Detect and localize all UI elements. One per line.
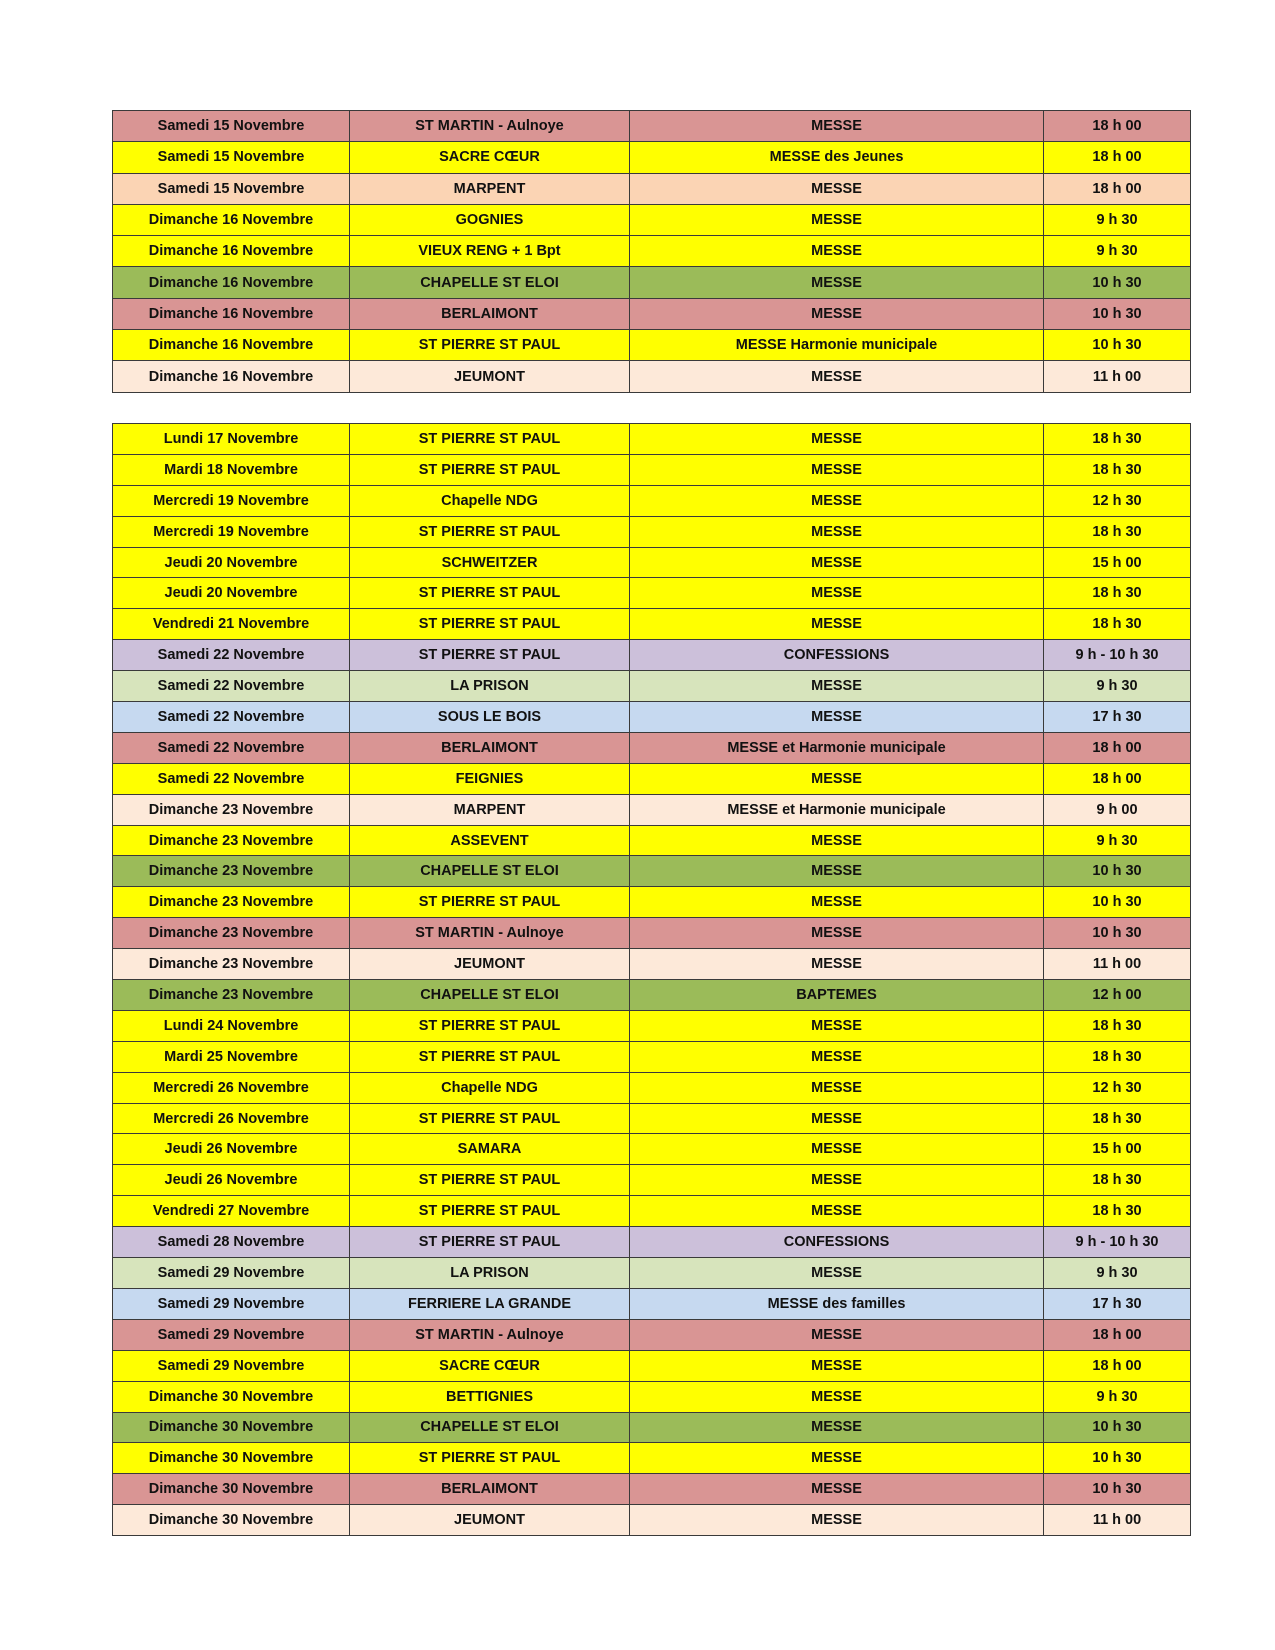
schedule-row <box>113 142 1191 173</box>
event-cell: MESSE <box>630 267 1044 298</box>
schedule-table-week-2 <box>112 423 1191 1536</box>
date-cell: Samedi 29 Novembre <box>113 1350 350 1381</box>
place-cell: BERLAIMONT <box>350 298 630 329</box>
place-cell: ST MARTIN - Aulnoye <box>350 1319 630 1350</box>
event-cell: MESSE Harmonie municipale <box>630 330 1044 361</box>
place-cell: ST PIERRE ST PAUL <box>350 1041 630 1072</box>
schedule-row <box>113 763 1191 794</box>
event-cell: MESSE <box>630 671 1044 702</box>
event-cell: MESSE <box>630 204 1044 235</box>
schedule-row <box>113 454 1191 485</box>
place-cell: BERLAIMONT <box>350 1474 630 1505</box>
place-cell: SACRE CŒUR <box>350 1350 630 1381</box>
place-cell: ST PIERRE ST PAUL <box>350 1443 630 1474</box>
place-cell: Chapelle NDG <box>350 485 630 516</box>
event-cell: MESSE <box>630 361 1044 392</box>
event-cell: MESSE <box>630 1258 1044 1289</box>
event-cell: MESSE <box>630 918 1044 949</box>
event-cell: MESSE <box>630 1412 1044 1443</box>
place-cell: ST PIERRE ST PAUL <box>350 1165 630 1196</box>
schedule-row <box>113 1196 1191 1227</box>
time-cell: 12 h 30 <box>1044 485 1191 516</box>
date-cell: Samedi 22 Novembre <box>113 763 350 794</box>
time-cell: 10 h 30 <box>1044 856 1191 887</box>
place-cell: VIEUX RENG + 1 Bpt <box>350 236 630 267</box>
schedule-row <box>113 1165 1191 1196</box>
schedule-row <box>113 1134 1191 1165</box>
schedule-row <box>113 609 1191 640</box>
date-cell: Jeudi 20 Novembre <box>113 547 350 578</box>
event-cell: MESSE <box>630 516 1044 547</box>
schedule-row <box>113 794 1191 825</box>
date-cell: Dimanche 23 Novembre <box>113 949 350 980</box>
event-cell: MESSE <box>630 1196 1044 1227</box>
event-cell: MESSE <box>630 173 1044 204</box>
event-cell: MESSE <box>630 1041 1044 1072</box>
time-cell: 18 h 00 <box>1044 1319 1191 1350</box>
event-cell: MESSE <box>630 1350 1044 1381</box>
place-cell: GOGNIES <box>350 204 630 235</box>
schedule-row <box>113 1258 1191 1289</box>
place-cell: SAMARA <box>350 1134 630 1165</box>
schedule-row <box>113 980 1191 1011</box>
time-cell: 18 h 00 <box>1044 173 1191 204</box>
event-cell: MESSE <box>630 1443 1044 1474</box>
event-cell: MESSE des familles <box>630 1288 1044 1319</box>
place-cell: BERLAIMONT <box>350 732 630 763</box>
time-cell: 11 h 00 <box>1044 361 1191 392</box>
date-cell: Dimanche 23 Novembre <box>113 794 350 825</box>
event-cell: MESSE <box>630 825 1044 856</box>
date-cell: Dimanche 16 Novembre <box>113 267 350 298</box>
time-cell: 18 h 00 <box>1044 1350 1191 1381</box>
time-cell: 18 h 30 <box>1044 578 1191 609</box>
event-cell: MESSE <box>630 1381 1044 1412</box>
schedule-row <box>113 887 1191 918</box>
date-cell: Dimanche 30 Novembre <box>113 1412 350 1443</box>
event-cell: MESSE <box>630 1103 1044 1134</box>
time-cell: 18 h 30 <box>1044 454 1191 485</box>
place-cell: ST PIERRE ST PAUL <box>350 1103 630 1134</box>
date-cell: Dimanche 30 Novembre <box>113 1505 350 1536</box>
schedule-row <box>113 732 1191 763</box>
schedule-row <box>113 918 1191 949</box>
place-cell: ST PIERRE ST PAUL <box>350 578 630 609</box>
schedule-row <box>113 578 1191 609</box>
date-cell: Mercredi 19 Novembre <box>113 516 350 547</box>
event-cell: MESSE <box>630 1319 1044 1350</box>
place-cell: JEUMONT <box>350 361 630 392</box>
date-cell: Samedi 15 Novembre <box>113 173 350 204</box>
schedule-row <box>113 1227 1191 1258</box>
time-cell: 12 h 30 <box>1044 1072 1191 1103</box>
event-cell: MESSE <box>630 547 1044 578</box>
event-cell: MESSE <box>630 887 1044 918</box>
time-cell: 10 h 30 <box>1044 298 1191 329</box>
schedule-row <box>113 825 1191 856</box>
date-cell: Samedi 29 Novembre <box>113 1319 350 1350</box>
date-cell: Dimanche 16 Novembre <box>113 298 350 329</box>
place-cell: FEIGNIES <box>350 763 630 794</box>
place-cell: ST PIERRE ST PAUL <box>350 330 630 361</box>
place-cell: LA PRISON <box>350 671 630 702</box>
event-cell: MESSE <box>630 424 1044 455</box>
date-cell: Jeudi 26 Novembre <box>113 1165 350 1196</box>
schedule-row <box>113 1288 1191 1319</box>
place-cell: ST PIERRE ST PAUL <box>350 609 630 640</box>
date-cell: Samedi 29 Novembre <box>113 1288 350 1319</box>
date-cell: Mardi 25 Novembre <box>113 1041 350 1072</box>
event-cell: CONFESSIONS <box>630 640 1044 671</box>
time-cell: 10 h 30 <box>1044 887 1191 918</box>
schedule-row <box>113 111 1191 142</box>
place-cell: ST PIERRE ST PAUL <box>350 454 630 485</box>
schedule-row <box>113 856 1191 887</box>
time-cell: 10 h 30 <box>1044 1412 1191 1443</box>
place-cell: ST PIERRE ST PAUL <box>350 516 630 547</box>
event-cell: MESSE <box>630 763 1044 794</box>
schedule-row <box>113 204 1191 235</box>
place-cell: ST PIERRE ST PAUL <box>350 1196 630 1227</box>
time-cell: 9 h - 10 h 30 <box>1044 640 1191 671</box>
time-cell: 9 h 30 <box>1044 1258 1191 1289</box>
time-cell: 12 h 00 <box>1044 980 1191 1011</box>
place-cell: CHAPELLE ST ELOI <box>350 1412 630 1443</box>
time-cell: 9 h 30 <box>1044 204 1191 235</box>
place-cell: ST PIERRE ST PAUL <box>350 1227 630 1258</box>
date-cell: Dimanche 23 Novembre <box>113 980 350 1011</box>
schedule-row <box>113 1010 1191 1041</box>
schedule-row <box>113 330 1191 361</box>
schedule-table-week-1 <box>112 110 1191 393</box>
date-cell: Dimanche 30 Novembre <box>113 1381 350 1412</box>
time-cell: 18 h 30 <box>1044 516 1191 547</box>
time-cell: 17 h 30 <box>1044 702 1191 733</box>
place-cell: BETTIGNIES <box>350 1381 630 1412</box>
time-cell: 9 h 30 <box>1044 671 1191 702</box>
date-cell: Jeudi 20 Novembre <box>113 578 350 609</box>
schedule-row <box>113 1041 1191 1072</box>
time-cell: 9 h - 10 h 30 <box>1044 1227 1191 1258</box>
date-cell: Dimanche 23 Novembre <box>113 825 350 856</box>
schedule-row <box>113 173 1191 204</box>
time-cell: 17 h 30 <box>1044 1288 1191 1319</box>
date-cell: Samedi 28 Novembre <box>113 1227 350 1258</box>
time-cell: 11 h 00 <box>1044 949 1191 980</box>
schedule-row <box>113 424 1191 455</box>
date-cell: Samedi 22 Novembre <box>113 671 350 702</box>
time-cell: 10 h 30 <box>1044 918 1191 949</box>
date-cell: Mercredi 19 Novembre <box>113 485 350 516</box>
schedule-row <box>113 361 1191 392</box>
place-cell: ST PIERRE ST PAUL <box>350 887 630 918</box>
schedule-row <box>113 1350 1191 1381</box>
event-cell: MESSE <box>630 1505 1044 1536</box>
schedule-row <box>113 298 1191 329</box>
event-cell: MESSE <box>630 856 1044 887</box>
event-cell: MESSE et Harmonie municipale <box>630 794 1044 825</box>
place-cell: ST PIERRE ST PAUL <box>350 424 630 455</box>
schedule-row <box>113 485 1191 516</box>
schedule-row <box>113 1381 1191 1412</box>
date-cell: Mercredi 26 Novembre <box>113 1072 350 1103</box>
time-cell: 18 h 30 <box>1044 609 1191 640</box>
date-cell: Samedi 15 Novembre <box>113 111 350 142</box>
place-cell: CHAPELLE ST ELOI <box>350 267 630 298</box>
event-cell: MESSE <box>630 1165 1044 1196</box>
date-cell: Dimanche 16 Novembre <box>113 361 350 392</box>
schedule-row <box>113 1443 1191 1474</box>
place-cell: ST PIERRE ST PAUL <box>350 640 630 671</box>
place-cell: SOUS LE BOIS <box>350 702 630 733</box>
time-cell: 18 h 30 <box>1044 1103 1191 1134</box>
event-cell: MESSE <box>630 1072 1044 1103</box>
schedule-row <box>113 1103 1191 1134</box>
event-cell: MESSE <box>630 609 1044 640</box>
time-cell: 18 h 30 <box>1044 1041 1191 1072</box>
event-cell: MESSE des Jeunes <box>630 142 1044 173</box>
schedule-row <box>113 267 1191 298</box>
date-cell: Jeudi 26 Novembre <box>113 1134 350 1165</box>
place-cell: JEUMONT <box>350 949 630 980</box>
schedule-row <box>113 640 1191 671</box>
schedule-row <box>113 236 1191 267</box>
place-cell: JEUMONT <box>350 1505 630 1536</box>
date-cell: Dimanche 23 Novembre <box>113 856 350 887</box>
date-cell: Dimanche 23 Novembre <box>113 887 350 918</box>
date-cell: Lundi 24 Novembre <box>113 1010 350 1041</box>
date-cell: Samedi 29 Novembre <box>113 1258 350 1289</box>
place-cell: ST MARTIN - Aulnoye <box>350 918 630 949</box>
event-cell: MESSE <box>630 1010 1044 1041</box>
schedule-row <box>113 1072 1191 1103</box>
time-cell: 15 h 00 <box>1044 1134 1191 1165</box>
event-cell: MESSE <box>630 111 1044 142</box>
event-cell: MESSE et Harmonie municipale <box>630 732 1044 763</box>
schedule-row <box>113 671 1191 702</box>
event-cell: MESSE <box>630 1474 1044 1505</box>
time-cell: 15 h 00 <box>1044 547 1191 578</box>
place-cell: MARPENT <box>350 173 630 204</box>
date-cell: Samedi 22 Novembre <box>113 640 350 671</box>
place-cell: ST PIERRE ST PAUL <box>350 1010 630 1041</box>
place-cell: LA PRISON <box>350 1258 630 1289</box>
schedule-row <box>113 547 1191 578</box>
date-cell: Dimanche 16 Novembre <box>113 204 350 235</box>
event-cell: MESSE <box>630 236 1044 267</box>
time-cell: 9 h 30 <box>1044 825 1191 856</box>
time-cell: 9 h 00 <box>1044 794 1191 825</box>
date-cell: Samedi 15 Novembre <box>113 142 350 173</box>
schedule-row <box>113 1474 1191 1505</box>
place-cell: ST MARTIN - Aulnoye <box>350 111 630 142</box>
date-cell: Mardi 18 Novembre <box>113 454 350 485</box>
place-cell: CHAPELLE ST ELOI <box>350 856 630 887</box>
schedule-row <box>113 949 1191 980</box>
time-cell: 10 h 30 <box>1044 1474 1191 1505</box>
place-cell: ASSEVENT <box>350 825 630 856</box>
time-cell: 10 h 30 <box>1044 267 1191 298</box>
date-cell: Samedi 22 Novembre <box>113 702 350 733</box>
date-cell: Dimanche 23 Novembre <box>113 918 350 949</box>
schedule-row <box>113 1319 1191 1350</box>
date-cell: Dimanche 30 Novembre <box>113 1474 350 1505</box>
time-cell: 11 h 00 <box>1044 1505 1191 1536</box>
date-cell: Dimanche 16 Novembre <box>113 236 350 267</box>
schedule-row <box>113 1505 1191 1536</box>
event-cell: MESSE <box>630 949 1044 980</box>
schedule-row <box>113 702 1191 733</box>
time-cell: 18 h 30 <box>1044 1196 1191 1227</box>
time-cell: 18 h 30 <box>1044 1165 1191 1196</box>
time-cell: 18 h 00 <box>1044 111 1191 142</box>
schedule-row <box>113 516 1191 547</box>
event-cell: MESSE <box>630 298 1044 329</box>
date-cell: Dimanche 16 Novembre <box>113 330 350 361</box>
date-cell: Vendredi 21 Novembre <box>113 609 350 640</box>
date-cell: Mercredi 26 Novembre <box>113 1103 350 1134</box>
date-cell: Lundi 17 Novembre <box>113 424 350 455</box>
place-cell: CHAPELLE ST ELOI <box>350 980 630 1011</box>
time-cell: 10 h 30 <box>1044 1443 1191 1474</box>
event-cell: BAPTEMES <box>630 980 1044 1011</box>
time-cell: 18 h 00 <box>1044 732 1191 763</box>
event-cell: MESSE <box>630 485 1044 516</box>
time-cell: 18 h 00 <box>1044 142 1191 173</box>
date-cell: Dimanche 30 Novembre <box>113 1443 350 1474</box>
date-cell: Samedi 22 Novembre <box>113 732 350 763</box>
time-cell: 18 h 30 <box>1044 1010 1191 1041</box>
time-cell: 9 h 30 <box>1044 1381 1191 1412</box>
date-cell: Vendredi 27 Novembre <box>113 1196 350 1227</box>
event-cell: MESSE <box>630 578 1044 609</box>
time-cell: 18 h 00 <box>1044 763 1191 794</box>
event-cell: CONFESSIONS <box>630 1227 1044 1258</box>
place-cell: MARPENT <box>350 794 630 825</box>
schedule-row <box>113 1412 1191 1443</box>
place-cell: FERRIERE LA GRANDE <box>350 1288 630 1319</box>
event-cell: MESSE <box>630 702 1044 733</box>
place-cell: SACRE CŒUR <box>350 142 630 173</box>
place-cell: Chapelle NDG <box>350 1072 630 1103</box>
time-cell: 9 h 30 <box>1044 236 1191 267</box>
time-cell: 18 h 30 <box>1044 424 1191 455</box>
place-cell: SCHWEITZER <box>350 547 630 578</box>
event-cell: MESSE <box>630 1134 1044 1165</box>
time-cell: 10 h 30 <box>1044 330 1191 361</box>
event-cell: MESSE <box>630 454 1044 485</box>
